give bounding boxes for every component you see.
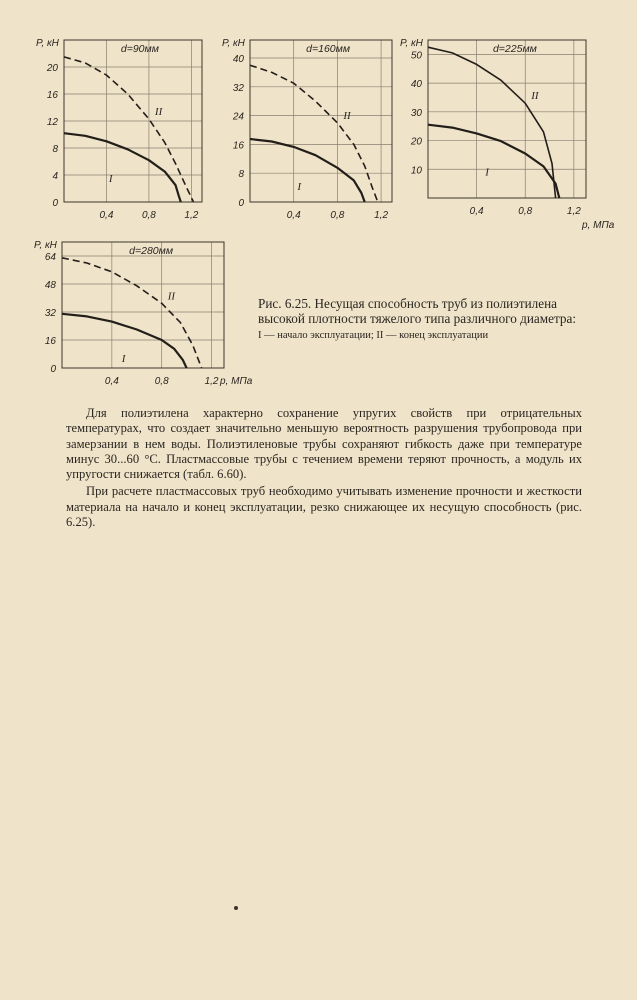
y-axis-label: P, кН bbox=[222, 38, 245, 49]
caption-legend: I — начало эксплуатации; II — конец эксплуатации bbox=[258, 330, 489, 341]
y-tick-label: 16 bbox=[44, 336, 56, 347]
series-label: II bbox=[167, 290, 176, 303]
chart-title: d=225мм bbox=[492, 43, 537, 55]
x-axis-label: р, МПа bbox=[582, 220, 615, 231]
series-line-II bbox=[62, 258, 202, 368]
y-tick-label: 8 bbox=[238, 169, 244, 181]
x-tick-label: 1,2 bbox=[374, 210, 389, 221]
chart-svg bbox=[0, 232, 253, 402]
x-axis-label: р, МПа bbox=[220, 376, 253, 387]
chart-d160 bbox=[210, 28, 395, 228]
series-line-I bbox=[428, 125, 559, 198]
x-tick-label: 0,4 bbox=[469, 206, 484, 217]
series-line-I bbox=[250, 139, 365, 202]
chart-title: d=90мм bbox=[120, 43, 159, 55]
x-tick-label: 0,8 bbox=[141, 210, 156, 221]
y-axis-label: P, кН bbox=[36, 38, 59, 49]
y-tick-label: 16 bbox=[46, 90, 58, 101]
y-tick-label: 64 bbox=[44, 252, 56, 263]
y-tick-label: 0 bbox=[50, 364, 56, 375]
series-label: I bbox=[485, 166, 489, 179]
chart-d225 bbox=[398, 28, 615, 243]
y-axis-label: P, кН bbox=[34, 240, 57, 251]
plot-frame bbox=[62, 242, 224, 368]
y-tick-label: 0 bbox=[238, 198, 244, 209]
y-tick-label: 30 bbox=[410, 107, 422, 119]
series-label: II bbox=[154, 105, 163, 118]
x-tick-label: 0,8 bbox=[518, 206, 533, 217]
y-tick-label: 32 bbox=[44, 308, 56, 319]
x-tick-label: 0,4 bbox=[99, 210, 114, 221]
chart-d280 bbox=[0, 232, 253, 402]
x-tick-label: 0,4 bbox=[104, 376, 119, 387]
body-text bbox=[66, 406, 582, 530]
chart-title: d=160мм bbox=[306, 43, 351, 55]
paragraph-1: Для полиэтилена характерно сохранение упругих свойств при отрицательных температурах, что создает значительно меньшую вероятность разрушения трубопровода при замерзании в нем воды. Полиэтиленовые трубы сохраняют гибкость даже при температуре минус 30...60 °С. Пластмассовые трубы с течением времени теряют прочность, а модуль их упругости снижается (табл. 6.60). bbox=[66, 406, 582, 482]
paragraph-2: При расчете пластмассовых труб необходимо учитывать изменение прочности и жесткости материала на начало и конец эксплуатации, резко снижающее их несущую способность (рис. 6.25). bbox=[66, 484, 582, 530]
x-tick-label: 0,8 bbox=[154, 376, 169, 387]
y-tick-label: 12 bbox=[46, 117, 58, 128]
plot-frame bbox=[428, 40, 586, 198]
y-tick-label: 50 bbox=[410, 50, 422, 62]
caption-title: Рис. 6.25. Несущая способность труб из полиэтилена высокой плотности тяжелого типа различного диаметра: bbox=[258, 296, 577, 326]
series-line-I bbox=[64, 133, 181, 202]
series-line-II bbox=[64, 57, 194, 202]
x-tick-label: 0,8 bbox=[330, 210, 345, 221]
series-line-II bbox=[428, 47, 556, 198]
page-speck bbox=[234, 906, 238, 910]
y-tick-label: 40 bbox=[410, 79, 422, 91]
series-label: II bbox=[343, 109, 351, 122]
y-tick-label: 8 bbox=[52, 144, 58, 155]
y-tick-label: 16 bbox=[232, 140, 244, 152]
y-tick-label: 4 bbox=[52, 171, 58, 182]
plot-frame bbox=[250, 40, 392, 202]
x-tick-label: 1,2 bbox=[204, 376, 219, 387]
y-tick-label: 32 bbox=[232, 82, 244, 94]
figure-caption bbox=[258, 296, 578, 343]
y-tick-label: 20 bbox=[46, 63, 58, 74]
chart-title: d=280мм bbox=[129, 245, 174, 257]
y-tick-label: 40 bbox=[232, 54, 244, 65]
y-axis-label: P, кН bbox=[400, 38, 423, 49]
y-tick-label: 24 bbox=[232, 111, 244, 123]
series-label: II bbox=[531, 90, 539, 103]
series-label: I bbox=[121, 353, 126, 365]
y-tick-label: 10 bbox=[410, 165, 422, 177]
chart-svg bbox=[0, 28, 205, 228]
chart-d90 bbox=[0, 28, 205, 228]
series-line-II bbox=[250, 65, 378, 202]
chart-svg bbox=[210, 28, 395, 228]
y-tick-label: 48 bbox=[44, 280, 56, 291]
series-label: I bbox=[108, 173, 113, 186]
x-tick-label: 1,2 bbox=[566, 206, 581, 217]
series-label: I bbox=[297, 180, 302, 193]
y-tick-label: 0 bbox=[52, 198, 58, 209]
x-tick-label: 1,2 bbox=[184, 210, 199, 221]
chart-svg bbox=[398, 28, 615, 243]
x-tick-label: 0,4 bbox=[286, 210, 301, 221]
y-tick-label: 20 bbox=[410, 136, 422, 148]
